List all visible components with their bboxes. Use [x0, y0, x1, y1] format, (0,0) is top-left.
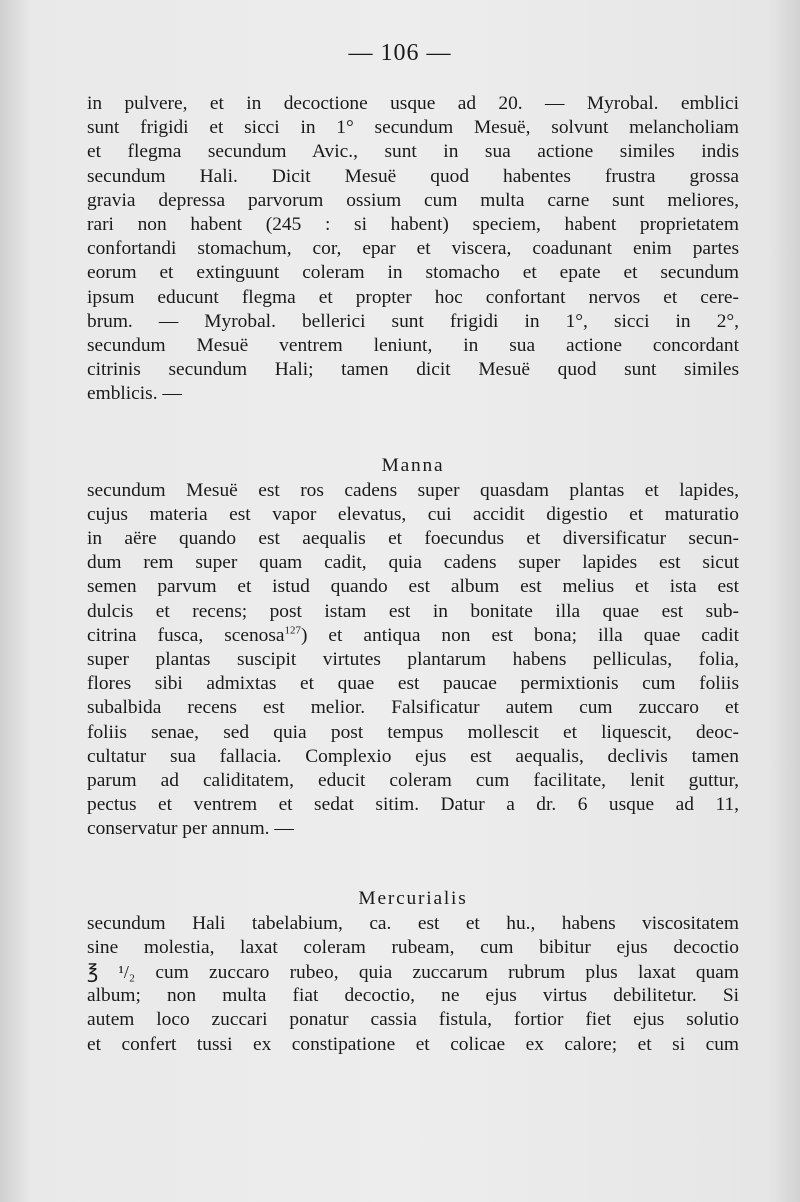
text-line: cultatur sua fallacia. Complexio ejus est aequalis, declivis tamen	[87, 745, 739, 767]
paragraph-manna	[87, 479, 739, 842]
text-line: conservatur per annum. —	[87, 818, 294, 840]
text-line: eorum et extinguunt coleram in stomacho et epate et secundum	[87, 262, 739, 284]
ounce-symbol: ℥	[87, 962, 99, 983]
dose-fraction: ¹/₂	[118, 962, 136, 982]
paragraph-mercurialis	[87, 912, 739, 1057]
text-fragment: ) et antiqua non est bona; illa quae cadit	[301, 624, 739, 646]
text-line: secundum Hali tabelabium, ca. est et hu., habens viscositatem	[87, 912, 739, 934]
text-line: cujus materia est vapor elevatus, cui accidit digestio et maturatio	[87, 503, 739, 525]
text-line: parum ad caliditatem, educit coleram cum facilitate, lenit guttur,	[87, 769, 739, 791]
text-line: brum. — Myrobal. bellerici sunt frigidi in 1°, sicci in 2°,	[87, 310, 739, 332]
section-heading-manna: Manna	[381, 455, 445, 477]
text-line: rari non habent (245 : si habent) speciem, habent proprietatem	[87, 213, 739, 235]
text-line: confortandi stomachum, cor, epar et viscera, coadunant enim partes	[87, 238, 739, 260]
section-heading-mercurialis: Mercurialis	[358, 888, 468, 910]
text-line: album; non multa fiat decoctio, ne ejus virtus debilitetur. Si	[87, 985, 739, 1007]
paragraph-myrobalani	[87, 92, 739, 406]
text-line: sunt frigidi et sicci in 1° secundum Mesuë, solvunt melancholiam	[87, 117, 739, 139]
text-line: secundum Mesuë ventrem leniunt, in sua actione concordant	[87, 334, 739, 356]
text-line: citrinis secundum Hali; tamen dicit Mesuë quod sunt similes	[87, 359, 739, 381]
text-line: secundum Hali. Dicit Mesuë quod habentes frustra grossa	[87, 165, 739, 187]
page-body	[87, 92, 739, 1057]
text-line-with-dose	[87, 960, 739, 984]
text-line: ipsum educunt flegma et propter hoc confortant nervos et cere-	[87, 286, 739, 308]
text-line: in pulvere, et in decoctione usque ad 20. — Myrobal. emblici	[87, 93, 739, 114]
text-line: in aëre quando est aequalis et foecundus et diversificatur secun-	[87, 528, 739, 549]
text-line: dum rem super quam cadit, quia cadens super lapides est sicut	[87, 552, 739, 574]
text-line: sine molestia, laxat coleram rubeam, cum bibitur ejus decoctio	[87, 936, 739, 958]
footnote-ref: 127	[284, 624, 302, 637]
text-line: flores sibi admixtas et quae est paucae permixtionis cum foliis	[87, 673, 739, 695]
text-line: et flegma secundum Avic., sunt in sua actione similes indis	[87, 141, 739, 163]
text-fragment: citrina fusca, scenosa	[87, 624, 285, 646]
text-line: et confert tussi ex constipatione et colicae ex calore; et si cum	[87, 1033, 739, 1055]
text-fragment: cum zuccaro rubeo, quia zuccarum rubrum plus laxat quam	[155, 962, 739, 983]
text-line: dulcis et recens; post istam est in bonitate illa quae est sub-	[87, 600, 739, 622]
text-line-with-footnote	[87, 624, 739, 648]
page-number: — 106 —	[348, 40, 452, 66]
spacer	[87, 406, 739, 454]
spacer	[87, 841, 739, 887]
text-line: emblicis. —	[87, 383, 182, 405]
text-line: subalbida recens est melior. Falsificatur autem cum zuccaro et	[87, 697, 739, 719]
text-line: secundum Mesuë est ros cadens super quasdam plantas et lapides,	[87, 479, 739, 501]
text-line: semen parvum et istud quando est album est melius et ista est	[87, 576, 739, 598]
text-line: gravia depressa parvorum ossium cum multa carne sunt meliores,	[87, 189, 739, 211]
text-line: foliis senae, sed quia post tempus mollescit et liquescit, deoc-	[87, 721, 739, 743]
text-line: autem loco zuccari ponatur cassia fistula, fortior fiet ejus solutio	[87, 1009, 739, 1031]
text-line: pectus et ventrem et sedat sitim. Datur a dr. 6 usque ad 11,	[87, 794, 739, 816]
text-line: super plantas suscipit virtutes plantarum habens pelliculas, folia,	[87, 648, 739, 670]
